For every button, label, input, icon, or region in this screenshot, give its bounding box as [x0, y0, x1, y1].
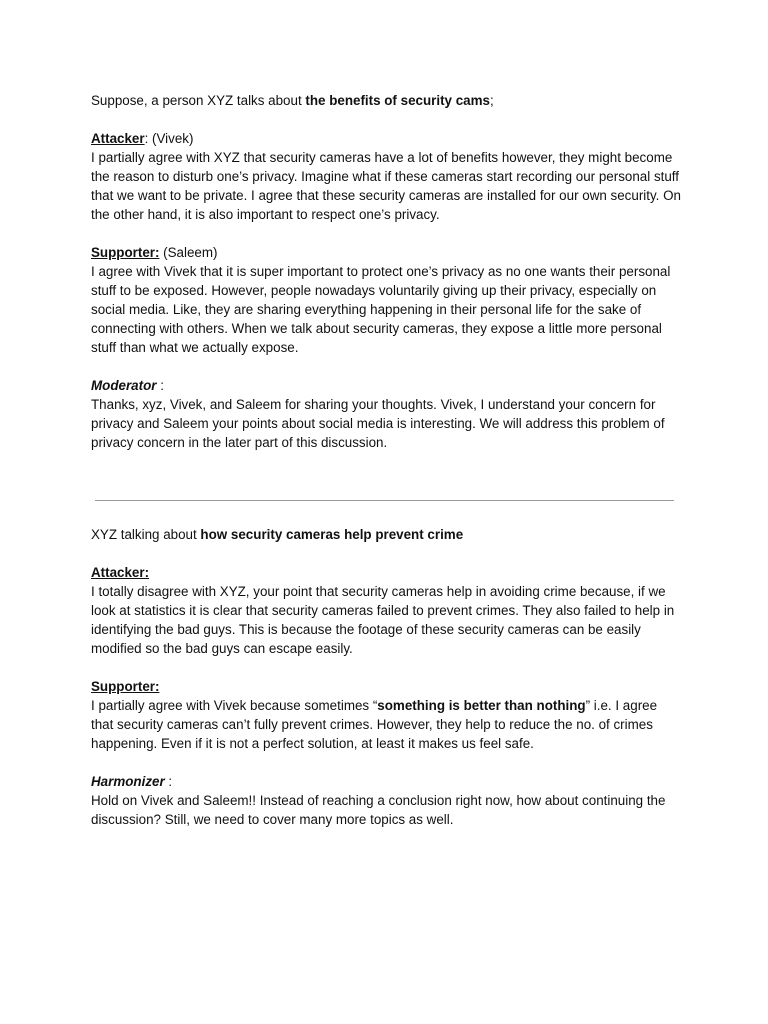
attacker-section-2	[91, 563, 681, 658]
supporter-section-2	[91, 677, 681, 753]
supporter-section-1	[91, 243, 681, 357]
horizontal-divider	[95, 500, 674, 501]
supporter-label: Supporter:	[91, 245, 160, 260]
moderator-label: Moderator	[91, 378, 157, 393]
discussion-part-1	[91, 91, 681, 471]
topic-1-bold: the benefits of security cams	[305, 93, 490, 108]
supporter-text: I agree with Vivek that it is super important to protect one’s privacy as no one wants their personal stuff to be exposed. However, people nowadays voluntarily giving up their privacy, especially on social media. Like, they are sharing everything happening in their personal life for the sake of connecting with others. When we talk about security cameras, they expose a little more personal stuff than what we actually expose.	[91, 264, 671, 355]
supporter-name: (Saleem)	[159, 245, 218, 260]
attacker-text-2: I totally disagree with XYZ, your point that security cameras help in avoiding crime because, if we look at statistics it is clear that security cameras failed to prevent crimes. They also failed to help in identifying the bad guys. This is because the footage of these security cameras can be easily modified so the bad guys can escape easily.	[91, 584, 675, 656]
intro-line-2: XYZ talking about how security cameras help prevent crime	[91, 527, 464, 542]
quote-bold: something is better than nothing	[377, 698, 586, 713]
moderator-section: Moderator : Thanks, xyz, Vivek, and Saleem for sharing your thoughts. Vivek, I understand your concern for privacy and Saleem your points about social media is interesting. We will address this problem of privacy concern in the later part of this discussion.	[91, 376, 681, 452]
attacker-name: : (Vivek)	[144, 131, 194, 146]
topic-2-bold: how security cameras help prevent crime	[200, 527, 464, 542]
discussion-part-2	[91, 525, 681, 848]
attacker-section-1	[91, 129, 681, 224]
attacker-text: I partially agree with XYZ that security cameras have a lot of benefits however, they might become the reason to disturb one’s privacy. Imagine what if these cameras start recording our personal stuff that we want to be private. I agree that these security cameras are installed for our own security. On the other hand, it is also important to respect one’s privacy.	[91, 150, 681, 222]
attacker-label-2: Attacker:	[91, 565, 150, 580]
attacker-label: Attacker	[91, 131, 145, 146]
harmonizer-text: Hold on Vivek and Saleem!! Instead of reaching a conclusion right now, how about continuing the discussion? Still, we need to cover many more topics as well.	[91, 793, 666, 827]
moderator-text: Thanks, xyz, Vivek, and Saleem for sharing your thoughts. Vivek, I understand your concern for privacy and Saleem your points about social media is interesting. We will address this problem of privacy concern in the later part of this discussion.	[91, 397, 665, 450]
supporter-text-2: I partially agree with Vivek because sometimes “something is better than nothing” i.e. I agree that security cameras can’t fully prevent crimes. However, they help to reduce the no. of crimes happening. Even if it is not a perfect solution, at least it makes us feel safe.	[91, 698, 658, 751]
supporter-label-2: Supporter:	[91, 679, 160, 694]
intro-line-1: Suppose, a person XYZ talks about the benefits of security cams;	[91, 93, 494, 108]
harmonizer-section: Harmonizer : Hold on Vivek and Saleem!! Instead of reaching a conclusion right now, how about continuing the discussion? Still, we need to cover many more topics as well.	[91, 772, 681, 829]
harmonizer-label: Harmonizer	[91, 774, 165, 789]
